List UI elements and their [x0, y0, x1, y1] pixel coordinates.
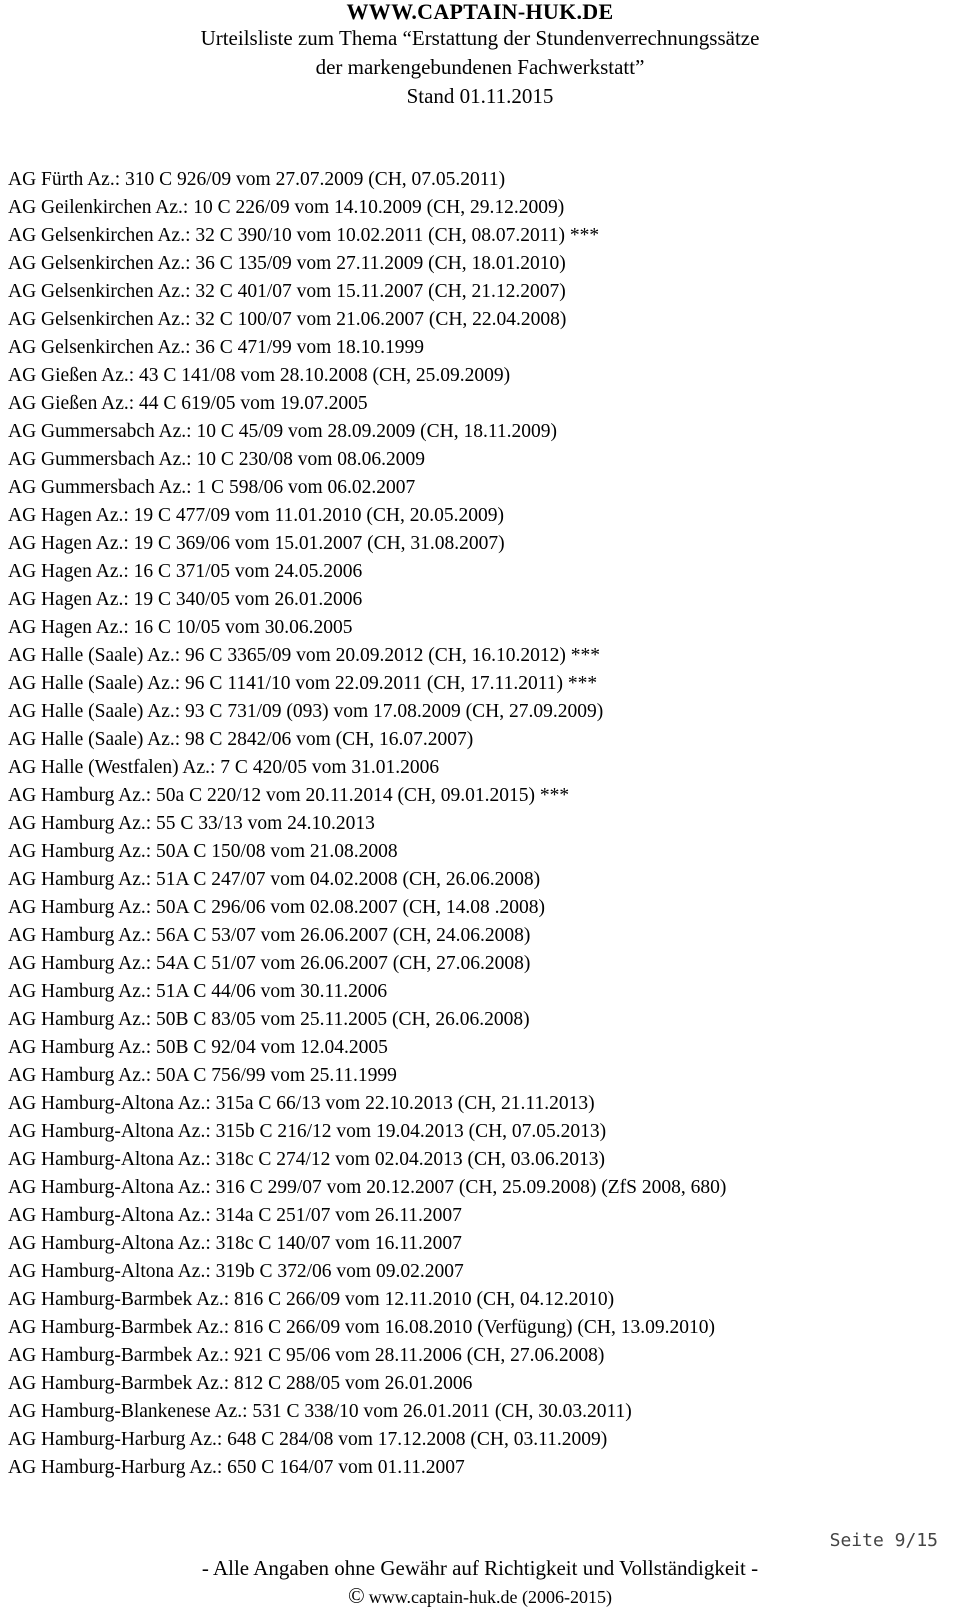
list-item: AG Hamburg Az.: 50A C 150/08 vom 21.08.2008	[8, 841, 398, 862]
list-item: AG Hamburg Az.: 50B C 83/05 vom 25.11.2005 (CH, 26.06.2008)	[8, 1009, 530, 1030]
site-title: WWW.CAPTAIN-HUK.DE	[346, 0, 614, 24]
list-item: AG Halle (Saale) Az.: 96 C 1141/10 vom 22.09.2011 (CH, 17.11.2011) ***	[8, 673, 598, 694]
list-item: AG Gießen Az.: 43 C 141/08 vom 28.10.2008 (CH, 25.09.2009)	[8, 365, 511, 386]
list-item: AG Geilenkirchen Az.: 10 C 226/09 vom 14.10.2009 (CH, 29.12.2009)	[8, 197, 565, 218]
list-item: AG Hamburg-Barmbek Az.: 921 C 95/06 vom 28.11.2006 (CH, 27.06.2008)	[8, 1345, 605, 1366]
list-item: AG Gelsenkirchen Az.: 32 C 401/07 vom 15.11.2007 (CH, 21.12.2007)	[8, 281, 566, 302]
document-date: Stand 01.11.2015	[406, 84, 554, 108]
list-item: AG Hagen Az.: 16 C 371/05 vom 24.05.2006	[8, 561, 363, 582]
disclaimer: - Alle Angaben ohne Gewähr auf Richtigkeit und Vollständigkeit -	[201, 1556, 759, 1580]
list-item: AG Halle (Saale) Az.: 98 C 2842/06 vom (CH, 16.07.2007)	[8, 729, 474, 750]
page-number: Seite 9/15	[829, 1530, 938, 1551]
list-item: AG Gummersabch Az.: 10 C 45/09 vom 28.09.2009 (CH, 18.11.2009)	[8, 421, 558, 442]
list-item: AG Hamburg-Barmbek Az.: 816 C 266/09 vom 16.08.2010 (Verfügung) (CH, 13.09.2010)	[8, 1317, 715, 1338]
copyright-text: www.captain-huk.de (2006-2015)	[368, 1587, 612, 1607]
list-item: AG Hamburg-Harburg Az.: 648 C 284/08 vom 17.12.2008 (CH, 03.11.2009)	[8, 1429, 608, 1450]
verdict-list	[8, 166, 948, 1482]
copyright-line	[0, 1584, 960, 1609]
list-item: AG Hamburg Az.: 55 C 33/13 vom 24.10.2013	[8, 813, 375, 834]
list-item: AG Gummersbach Az.: 1 C 598/06 vom 06.02.2007	[8, 477, 416, 498]
list-item: AG Fürth Az.: 310 C 926/09 vom 27.07.2009 (CH, 07.05.2011)	[8, 169, 506, 190]
list-item: AG Hamburg Az.: 50A C 756/99 vom 25.11.1999	[8, 1065, 397, 1086]
list-item: AG Hamburg Az.: 50A C 296/06 vom 02.08.2007 (CH, 14.08 .2008)	[8, 897, 545, 918]
list-item: AG Hagen Az.: 19 C 369/06 vom 15.01.2007 (CH, 31.08.2007)	[8, 533, 505, 554]
list-item: AG Hagen Az.: 19 C 340/05 vom 26.01.2006	[8, 589, 363, 610]
list-item: AG Hamburg-Blankenese Az.: 531 C 338/10 vom 26.01.2011 (CH, 30.03.2011)	[8, 1401, 632, 1422]
list-item: AG Hamburg-Barmbek Az.: 812 C 288/05 vom 26.01.2006	[8, 1373, 473, 1394]
document-header	[0, 0, 960, 111]
list-item: AG Hamburg-Altona Az.: 316 C 299/07 vom 20.12.2007 (CH, 25.09.2008) (ZfS 2008, 680)	[8, 1177, 727, 1198]
list-item: AG Hagen Az.: 16 C 10/05 vom 30.06.2005	[8, 617, 353, 638]
list-item: AG Gelsenkirchen Az.: 32 C 100/07 vom 21.06.2007 (CH, 22.04.2008)	[8, 309, 567, 330]
list-item: AG Hamburg-Altona Az.: 318c C 140/07 vom 16.11.2007	[8, 1233, 462, 1254]
list-item: AG Halle (Saale) Az.: 93 C 731/09 (093) vom 17.08.2009 (CH, 27.09.2009)	[8, 701, 604, 722]
list-item: AG Hamburg Az.: 56A C 53/07 vom 26.06.2007 (CH, 24.06.2008)	[8, 925, 531, 946]
list-item: AG Hamburg-Altona Az.: 315b C 216/12 vom 19.04.2013 (CH, 07.05.2013)	[8, 1121, 607, 1142]
list-item: AG Gelsenkirchen Az.: 32 C 390/10 vom 10.02.2011 (CH, 08.07.2011) ***	[8, 225, 600, 246]
list-item: AG Hamburg-Barmbek Az.: 816 C 266/09 vom 12.11.2010 (CH, 04.12.2010)	[8, 1289, 615, 1310]
list-item: AG Gummersbach Az.: 10 C 230/08 vom 08.06.2009	[8, 449, 426, 470]
list-item: AG Hamburg Az.: 54A C 51/07 vom 26.06.2007 (CH, 27.06.2008)	[8, 953, 531, 974]
list-item: AG Hamburg Az.: 51A C 44/06 vom 30.11.2006	[8, 981, 388, 1002]
list-item: AG Hamburg-Altona Az.: 319b C 372/06 vom 09.02.2007	[8, 1261, 464, 1282]
list-item: AG Gießen Az.: 44 C 619/05 vom 19.07.2005	[8, 393, 368, 414]
list-item: AG Hamburg-Altona Az.: 318c C 274/12 vom 02.04.2013 (CH, 03.06.2013)	[8, 1149, 606, 1170]
list-item: AG Halle (Saale) Az.: 96 C 3365/09 vom 20.09.2012 (CH, 16.10.2012) ***	[8, 645, 600, 666]
document-title-line-1: Urteilsliste zum Thema “Erstattung der Stundenverrechnungssätze	[200, 26, 760, 50]
list-item: AG Gelsenkirchen Az.: 36 C 471/99 vom 18.10.1999	[8, 337, 424, 358]
list-item: AG Gelsenkirchen Az.: 36 C 135/09 vom 27.11.2009 (CH, 18.01.2010)	[8, 253, 566, 274]
document-title-line-2: der markengebundenen Fachwerkstatt”	[315, 55, 645, 79]
copyright-icon: ©	[348, 1583, 365, 1608]
list-item: AG Hagen Az.: 19 C 477/09 vom 11.01.2010 (CH, 20.05.2009)	[8, 505, 504, 526]
list-item: AG Hamburg Az.: 50a C 220/12 vom 20.11.2014 (CH, 09.01.2015) ***	[8, 785, 570, 806]
list-item: AG Halle (Westfalen) Az.: 7 C 420/05 vom 31.01.2006	[8, 757, 440, 778]
list-item: AG Hamburg-Altona Az.: 315a C 66/13 vom 22.10.2013 (CH, 21.11.2013)	[8, 1093, 595, 1114]
list-item: AG Hamburg-Altona Az.: 314a C 251/07 vom 26.11.2007	[8, 1205, 462, 1226]
list-item: AG Hamburg Az.: 50B C 92/04 vom 12.04.2005	[8, 1037, 388, 1058]
list-item: AG Hamburg-Harburg Az.: 650 C 164/07 vom 01.11.2007	[8, 1457, 465, 1478]
list-item: AG Hamburg Az.: 51A C 247/07 vom 04.02.2008 (CH, 26.06.2008)	[8, 869, 541, 890]
